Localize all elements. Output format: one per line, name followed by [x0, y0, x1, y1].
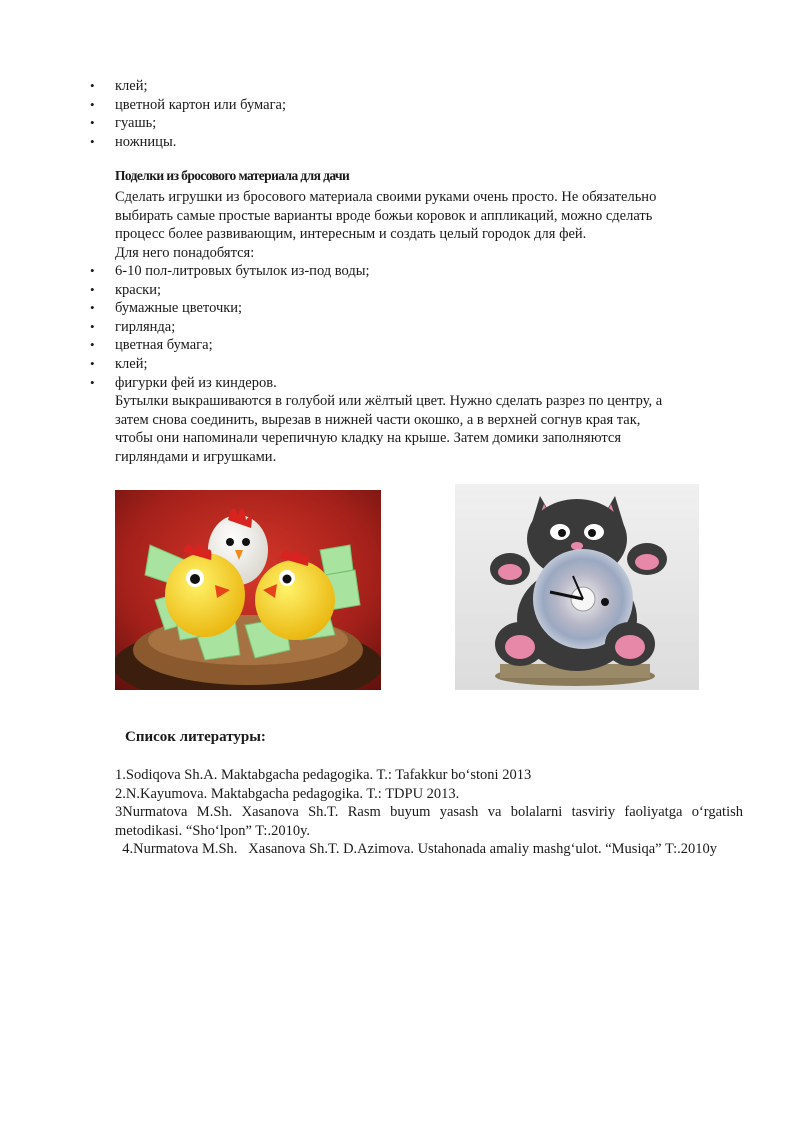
- text-line: Сделать игрушки из бросового материала своими руками очень просто. Не обязательно: [115, 189, 657, 205]
- list-item: • клей;: [90, 355, 148, 372]
- list-item: • бумажные цветочки;: [90, 300, 243, 317]
- cat-clock-illustration: [455, 484, 699, 690]
- materials-list-2: [90, 262, 750, 392]
- reference-item: 4.Nurmatova M.Sh. Xasanova Sh.T. D.Azimova. Ustahonada amaliy mashg‘ulot. “Musiqa” T:.2010y: [115, 841, 717, 857]
- reference-item: 3Nurmatova M.Sh. Xasanova Sh.T. Rasm buyum yasash va bolalarni tasviriy faoliyatga o‘rgatish metodikasi. “Sho‘lpon” T:.2010y.: [115, 804, 743, 839]
- list-item: • цветной картон или бумага;: [90, 96, 286, 113]
- list-item: • клей;: [90, 78, 148, 94]
- text-line: чтобы они напоминали черепичную кладку на крыше. Затем домики заполняются: [115, 430, 621, 447]
- list-item: • фигурки фей из киндеров.: [90, 374, 277, 391]
- list-item: • 6-10 пол-литровых бутылок из-под воды;: [90, 263, 370, 279]
- materials-list-1: [90, 77, 750, 151]
- list-item: • гуашь;: [90, 115, 157, 132]
- cat-clock-craft-photo: [455, 484, 699, 690]
- text-line: Бутылки выкрашиваются в голубой или жёлтый цвет. Нужно сделать разрез по центру, а: [115, 393, 663, 409]
- text-line: Для него понадобятся:: [115, 244, 255, 261]
- list-item: • краски;: [90, 281, 161, 298]
- text-line: процесс более развивающим, интересным и создать целый городок для фей.: [115, 226, 587, 243]
- reference-item: 2.N.Kayumova. Maktabgacha pedagogika. T.: TDPU 2013.: [115, 786, 460, 802]
- reference-item: 1.Sodiqova Sh.A. Maktabgacha pedagogika. T.: Tafakkur bo‘stoni 2013: [115, 767, 532, 783]
- intro-paragraph: [115, 188, 735, 262]
- list-item: • ножницы.: [90, 133, 177, 150]
- section-heading: Поделки из бросового материала для дачи: [115, 168, 350, 183]
- literature-title: Список литературы:: [125, 729, 266, 745]
- list-item: • цветная бумага;: [90, 337, 213, 354]
- text-line: затем снова соединить, вырезав в нижней части окошко, а в верхней согнув края так,: [115, 411, 641, 428]
- chicks-illustration: [115, 490, 381, 690]
- description-paragraph: [115, 392, 735, 466]
- chicks-craft-photo: [115, 490, 381, 690]
- list-item: • гирлянда;: [90, 318, 176, 335]
- text-line: выбирать самые простые варианты вроде божьи коровок и аппликаций, можно сделать: [115, 207, 653, 224]
- text-line: гирляндами и игрушками.: [115, 448, 277, 465]
